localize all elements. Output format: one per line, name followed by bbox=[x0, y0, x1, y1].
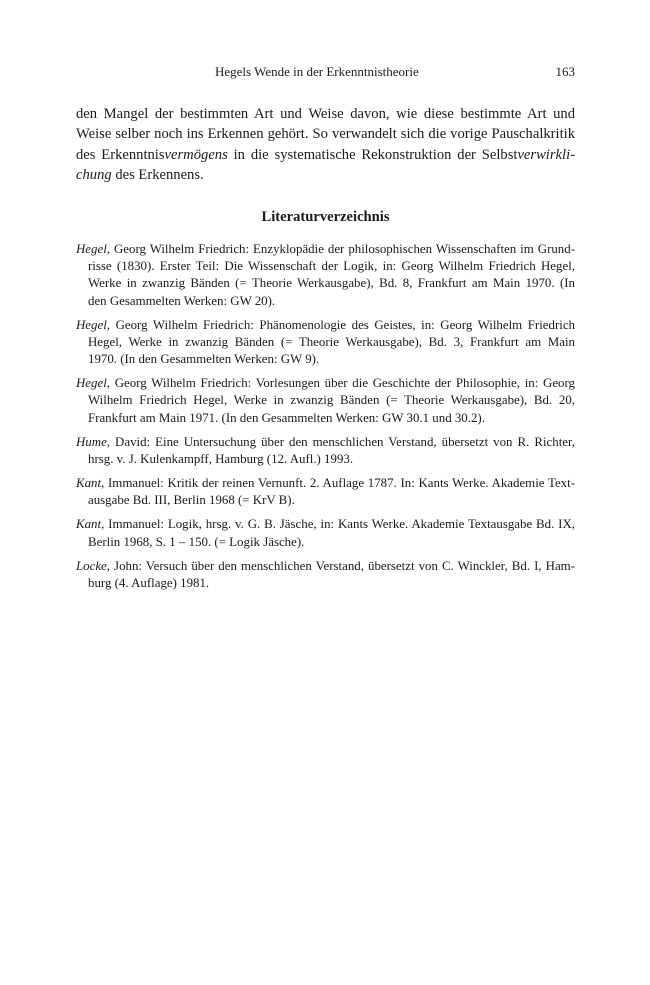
body-paragraph bbox=[76, 104, 575, 185]
body-line: Weise selber noch ins Erkennen gehört. So verwandelt sich die vorige Pauschalkritik bbox=[76, 126, 575, 143]
body-emphasis: verwirkli- bbox=[517, 146, 575, 163]
bib-text: , David: Eine Untersuchung über den menschlichen Verstand, übersetzt von R. Richter, bbox=[106, 434, 575, 449]
bib-line bbox=[76, 434, 575, 451]
bibliography-entry bbox=[76, 475, 575, 509]
body-line bbox=[76, 165, 575, 185]
bib-text: , Immanuel: Logik, hrsg. v. G. B. Jäsche, in: Kants Werke. Akademie Textausgabe Bd. IX, bbox=[101, 517, 575, 532]
body-text-run: des Erkenntnis bbox=[76, 146, 165, 163]
body-line: den Mangel der bestimmten Art und Weise davon, wie diese bestimmte Art und bbox=[76, 106, 575, 122]
bib-line: ausgabe Bd. III, Berlin 1968 (= KrV B). bbox=[88, 493, 295, 508]
section-heading: Literaturverzeichnis bbox=[261, 209, 390, 225]
bib-line: Wilhelm Friedrich Hegel, Werke in zwanzig Bänden (= Theorie Werkausgabe), Bd. 20, bbox=[88, 393, 575, 408]
body-emphasis: chung bbox=[76, 166, 112, 183]
bibliography-entry bbox=[76, 558, 575, 592]
bib-line: Berlin 1968, S. 1 – 150. (= Logik Jäsche). bbox=[88, 534, 305, 549]
bib-line: hrsg. v. J. Kulenkampff, Hamburg (12. Aufl.) 1993. bbox=[88, 451, 354, 466]
bibliography-entry bbox=[76, 375, 575, 427]
bibliography-entry bbox=[76, 317, 575, 369]
bib-line: Werke in zwanzig Bänden (= Theorie Werkausgabe), Bd. 8, Frankfurt am Main 1970. (In bbox=[88, 276, 575, 291]
bib-line bbox=[76, 241, 575, 258]
bib-line: den Gesammelten Werken: GW 20). bbox=[88, 293, 276, 308]
bib-line: risse (1830). Erster Teil: Die Wissenschaft der Logik, in: Georg Wilhelm Friedrich Hegel, bbox=[88, 259, 575, 274]
bib-line bbox=[76, 375, 575, 392]
bib-text: , John: Versuch über den menschlichen Verstand, übersetzt von C. Winckler, Bd. I, Ham- bbox=[106, 558, 575, 573]
page-number: 163 bbox=[555, 64, 575, 79]
bib-text: , Georg Wilhelm Friedrich: Vorlesungen über die Geschichte der Philosophie, in: Georg bbox=[106, 376, 575, 391]
body-emphasis: vermögens bbox=[164, 146, 228, 163]
bib-line bbox=[76, 317, 575, 334]
bibliography-entry bbox=[76, 241, 575, 310]
bib-author: Hegel bbox=[76, 242, 107, 256]
body-text-run: des Erkennens. bbox=[111, 166, 204, 183]
bib-line bbox=[76, 558, 575, 575]
bibliography-entry bbox=[76, 516, 575, 550]
bib-line: 1970. (In den Gesammelten Werken: GW 9). bbox=[88, 352, 320, 367]
bibliography-list bbox=[76, 241, 575, 599]
running-head bbox=[76, 64, 575, 82]
bib-line: burg (4. Auflage) 1981. bbox=[88, 575, 210, 590]
bibliography-entry bbox=[76, 434, 575, 468]
body-line bbox=[76, 145, 575, 165]
bib-line bbox=[76, 475, 575, 492]
bib-line bbox=[76, 516, 575, 533]
bib-text: , Immanuel: Kritik der reinen Vernunft. 2. Auflage 1787. In: Kants Werke. Akademie Text- bbox=[101, 476, 575, 490]
bib-author: Hume bbox=[76, 434, 107, 449]
bib-text: , Georg Wilhelm Friedrich: Enzyklopädie der philosophischen Wissenschaften im Grund- bbox=[106, 242, 575, 256]
bib-author: Locke bbox=[76, 558, 107, 573]
bib-author: Kant bbox=[76, 476, 102, 490]
bib-line: Hegel, Werke in zwanzig Bänden (= Theorie Werkausgabe), Bd. 3, Frankfurt am Main bbox=[88, 334, 575, 349]
bib-author: Hegel bbox=[76, 376, 107, 391]
body-text-run: in die systematische Rekonstruktion der Selbst bbox=[227, 146, 518, 163]
bib-line: Frankfurt am Main 1971. (In den Gesammelten Werken: GW 30.1 und 30.2). bbox=[88, 410, 485, 425]
bib-author: Hegel bbox=[76, 317, 107, 332]
bib-text: , Georg Wilhelm Friedrich: Phänomenologie des Geistes, in: Georg Wilhelm Friedrich bbox=[106, 317, 575, 332]
bib-author: Kant bbox=[76, 517, 102, 532]
running-title: Hegels Wende in der Erkenntnistheorie bbox=[215, 64, 419, 79]
